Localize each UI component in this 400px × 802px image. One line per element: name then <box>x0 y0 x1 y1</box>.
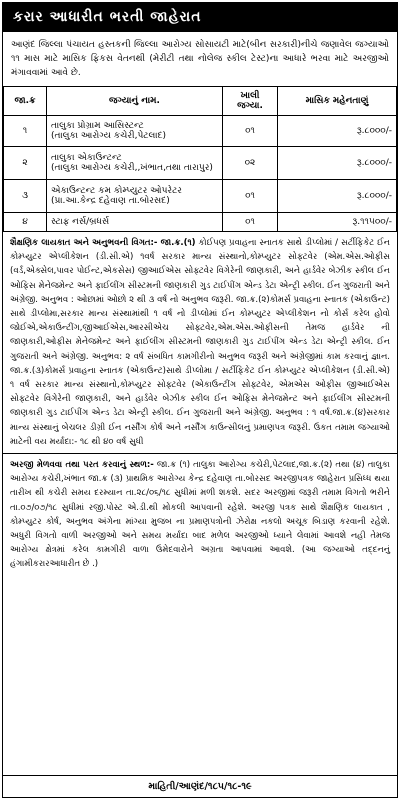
cell-no: ૪ <box>4 213 47 232</box>
post-location: (તાલુકા આરોગ્ય કચેરી,,ખંભાત,તથા તારાપુર) <box>51 163 213 173</box>
col-header-name: જગ્યાનું નામ. <box>47 87 223 116</box>
application-text: જા.ક્ર (૧) તાલુકા આરોગ્ય કચેરી,પેટલાદ,જા.ક્ર.(૨) તથા (૪) તાલુકા આરોગ્ય કચેરી,ખંભાત જા.ક્ર (૩) પ્રાથમિક આરોગ્ય કેન્દ્ર દહેવાણ તા.બોરસદ અરજીપત્રક જાહેરાત પ્રસિધ્ધ થયા તારીખ થી કચેરી સમય દરમ્યાન તા.૨૮/૦૬/૧૮ સુધીમાં મળી શકશે. સદર અરજીમાં જરૂરી તમામ વિગતો ભરીને તા.૦૭/૦૭/૧૮ સુધીમાં રજી.પોસ્ટ એ.ડી.થી મોકલી આપવાની રહેશે. અરજી પત્રક સાથે શૈક્ષણિક લાયકાત , કોમ્પ્યુટર કોર્ષ, અનુભવ અંગેના માંગ્યા મુજબ ના પ્રમાણપત્રોની ઝેરોક્ષ નકલો અચૂક બિડાણ કરવાની રહેશે. અધુરી વિગતો વાળી અરજીઓ અને સમય મર્યાદા બાદ મળેલ અરજીઓ ધ્યાને લેવામાં આવશે નહી તેમજ આરોગ્ય ક્ષેત્રમાં કરેલ કામગીરી વાળા ઉમેદવારોને અગ્રતા આપવામાં આવશે. (આ જગ્યાઓ તદ્દનનું હંગામીકરારઆધારીત છે .) <box>10 460 390 570</box>
footer-reference: માહિતી/આણંદ/૧૮૫/૧૮-૧૯ <box>3 775 397 797</box>
cell-name <box>47 213 223 232</box>
intro-paragraph: આણંદ જિલ્લા પંચાયત હસ્તકની જિલ્લા આરોગ્ય સોસાયટી માટે(બીન સરકારી)નીચે જણાવેલ જગ્યાઓ ૧૧ માસ માટે માસિક ફિકસ વેતનથી (મેરીટી તથા નોલેજ સ્કીલ ટેસ્ટ)ના આધારે ભરવા માટે અરજીઓ મંગાવવામાં આવે છે. <box>11 40 389 78</box>
table-header-row <box>4 87 397 116</box>
cell-no: ૧ <box>4 116 47 147</box>
cell-vacancy: ૦૧ <box>223 213 278 232</box>
application-section <box>3 453 397 576</box>
post-location: (પ્રા.આ.કેન્દ્ર દહેવાણ તા.બોરસદ) <box>51 196 170 206</box>
page-title: કરાર આધારીત ભરતી જાહેરાત <box>3 3 397 32</box>
col-header-pay: માસિક મહેનતાણું <box>278 87 397 116</box>
qualification-section <box>3 232 397 453</box>
cell-no: ૩ <box>4 180 47 213</box>
posts-table <box>3 86 397 232</box>
table-row <box>4 116 397 147</box>
cell-vacancy: ૦૧ <box>223 116 278 147</box>
cell-vacancy: ૦૧ <box>223 180 278 213</box>
post-location: (તાલુકા આરોગ્ય કચેરી,પેટલાદ) <box>51 131 167 141</box>
col-header-no: જા.ક્ર <box>4 87 47 116</box>
cell-pay: રૂ.૮૦૦૦/- <box>278 147 397 180</box>
table-row <box>4 213 397 232</box>
cell-pay: રૂ.૮૦૦૦/- <box>278 180 397 213</box>
post-name: એકાઉન્ટન્ટ કમ કોમ્પ્યુટર ઓપરેટર <box>51 186 182 196</box>
post-name: તાલુકા પ્રોગ્રામ આસિસ્ટન્ટ <box>51 121 144 131</box>
cell-pay: રૂ.૧૧૫૦૦/- <box>278 213 397 232</box>
qualification-text: કોઈપણ પ્રવાહના સ્નાતક સાથે ડીપ્લોમાં / સર્ટીફિકેટ ઈન કોમ્પ્યુટર એપ્લીકેશન (ડી.સી.એ) ૧વર્ષ સરકાર માન્ય સંસ્થાનો,કોમ્પ્યુટર સોફ્ટવેર (એમ.એસ.ઓફીસ (વર્ડ,એક્સેલ,પાવર પોઈન્ટ,એકસેસ) જીઆઈએસ સોફ્ટવેર વિગેરેની જાણકારી, અને હાર્ડવેર બેઝીક સ્કીલ ઈન ઓફિસ મેનેજમેન્ટ અને ફાઈલીંગ સીસ્ટમની જાણકારી ગુડ ટાઈપીંગ એન્ડ ડેટા એન્ટ્રી સ્કીલ. ઈન ગુજરાતી અને અંગ્રેજી. અનુભવ : ઓછામાં ઓછો ૨ થી ૩ વર્ષ નો અનુભવ જરૂરી. જા.ક્ર.(૨)કોમર્સ પ્રવાહના સ્નાતક (એકાઉન્ટ) સાથે ડીપ્લોમા,સરકાર માન્ય સંસ્થામાંથી ૧ વર્ષ નો ડીપ્લોમાં ઈન કોમ્પ્યુટર એપ્લીકેશન નો કોર્સ કરેલ હોવો જોઈએ,એકાઉન્ટીંગ,જીઆઈએસ,આરસીએચ સોફ્ટવેર,એમ.એસ.ઓફીસની તેમજ હાર્ડવેર ની જાણકારી,ઓફીસ મેનેજમેન્ટ અને ફાઈલીંગ સીસ્ટમની જાણકારી ગુડ ટાઈપીંગ એન્ડ ડેટા એન્ટ્રી સ્કીલ. ઈન ગુજરાતી અને અંગ્રેજી. અનુભવ: ૨ વર્ષ સંબધિત કામગીરીનો અનુભવ જરૂરી અને અંગ્રેજીમાં કામ કરવાનું જ્ઞાન. જા.ક્ર.(૩)કોમર્સ પ્રવાહના સ્નાતક (એકાઉન્ટ)સાથે ડીપ્લોમા / સર્ટીફિકેટ ઈન કોમ્પ્યુટર એપ્લીકેશન (ડી.સી.એ) ૧ વર્ષ સરકાર માન્ય સંસ્થાનો,કોમ્પ્યુટર સોફ્ટવેર (એકાઉન્ટીંગ સોફ્ટવેર, એમએસ ઓફીસ જીઆઈએસ સોફ્ટવેર વિગેરેની જાણકારી, અને હાર્ડવેર બેઝીક સ્કીલ ઈન ઓફિસ મેનેજમેન્ટ અને ફાઈલીંગ સીસ્ટમની જાણકારી ગુડ ટાઈપીંગ એન્ડ ડેટા એન્ટ્રી સ્કીલ. ઈન ગુજરાતી અને અંગ્રેજી. અનુભવ : ૧ વર્ષ.જા.ક્ર.(૪)સરકાર માન્ય સંસ્થાનું બેચલર ડીગ્રી ઈન નર્સીંગ કોર્ષ અને નર્સીંગ કાઉન્સીલનું પ્રમાણપત્ર જરૂરી. ઉકત તમામ જગ્યાઓ માટેની વય મર્યાદા:- ૧૮ થી ૪૦ વર્ષ સુધી <box>10 238 390 447</box>
cell-pay: રૂ.૮૦૦૦/- <box>278 116 397 147</box>
post-name: તાલુકા એકાઉન્ટન્ટ <box>51 153 122 163</box>
cell-name <box>47 180 223 213</box>
cell-name <box>47 147 223 180</box>
cell-no: ૨ <box>4 147 47 180</box>
post-name: સ્ટાફ નર્સ/બ્રધર્સ <box>51 217 110 227</box>
application-heading: અરજી મેળવવા તથા પરત કરવાનું સ્થળ:- <box>10 460 154 471</box>
table-row <box>4 180 397 213</box>
cell-name <box>47 116 223 147</box>
qualification-heading: શૈક્ષણિક લાયકાત અને અનુભવની વિગત:- જા.ક્ર.(૧) <box>10 238 196 248</box>
col-header-vacancy: ખાલી જગ્યા. <box>223 87 278 116</box>
advertisement <box>2 2 398 798</box>
cell-vacancy: ૦૨ <box>223 147 278 180</box>
table-row <box>4 147 397 180</box>
